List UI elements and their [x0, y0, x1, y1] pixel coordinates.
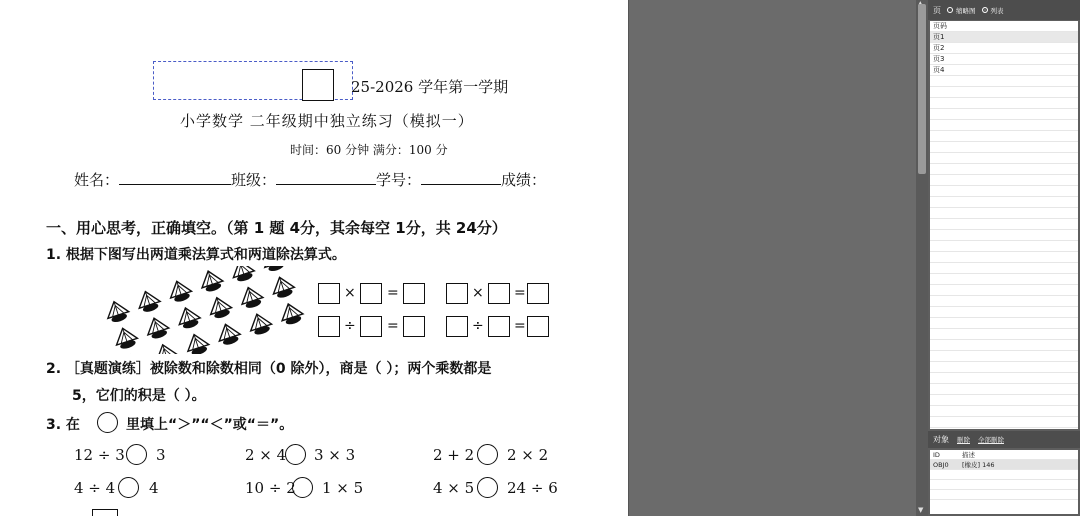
question-2-line-2: 5，它们的积是（ ）。: [72, 388, 206, 404]
answer-box[interactable]: [446, 316, 468, 337]
page-list-item[interactable]: 页3: [930, 54, 1078, 65]
divide-sign: ÷: [472, 318, 484, 334]
number-label: 学号：: [376, 171, 422, 189]
answer-box[interactable]: [488, 316, 510, 337]
empty-row: [930, 241, 1078, 252]
answer-box[interactable]: [318, 316, 340, 337]
page-list-item[interactable]: 页4: [930, 65, 1078, 76]
equals-sign: =: [514, 285, 526, 301]
pages-list: [930, 21, 1078, 429]
compare-left: 12 ÷ 3: [74, 446, 125, 464]
empty-row: [930, 76, 1078, 87]
compare-circle[interactable]: [285, 444, 306, 465]
empty-row: [930, 153, 1078, 164]
empty-row: [930, 296, 1078, 307]
empty-row: [930, 428, 1078, 429]
cut-off-answer-box[interactable]: [92, 509, 118, 516]
empty-row: [930, 340, 1078, 351]
objects-panel-title: 对象: [933, 435, 949, 444]
empty-row: [930, 175, 1078, 186]
compare-left: 4 × 5: [433, 479, 475, 497]
compare-right: 2 × 2: [507, 446, 549, 464]
empty-row: [930, 490, 1078, 500]
compare-right: 24 ÷ 6: [507, 479, 558, 497]
view-thumbnail-radio[interactable]: [947, 6, 976, 15]
eraser-handle[interactable]: [302, 69, 334, 101]
score-label: 成绩：: [501, 171, 547, 189]
empty-row: [930, 417, 1078, 428]
delete-all-objects-link[interactable]: 全部删除: [978, 436, 1004, 444]
question-3-suffix: 里填上“＞”“＜”或“＝”。: [126, 417, 294, 433]
object-id: OBJ0: [933, 461, 949, 469]
student-info-row: [74, 169, 546, 190]
compare-left: 2 + 2: [433, 446, 475, 464]
compare-right: 1 × 5: [322, 479, 364, 497]
class-label: 班级：: [231, 171, 277, 189]
objects-panel-header: [928, 431, 1080, 448]
exam-title: 25-2026 学年第一学期: [351, 78, 509, 96]
empty-row: [930, 208, 1078, 219]
empty-row: [930, 263, 1078, 274]
compare-circle[interactable]: [97, 412, 118, 433]
name-blank: [119, 171, 231, 185]
compare-left: 10 ÷ 2: [245, 479, 296, 497]
compare-circle[interactable]: [477, 477, 498, 498]
empty-row: [930, 197, 1078, 208]
view-list-radio[interactable]: [982, 6, 1004, 15]
pages-panel-header: [928, 0, 1080, 20]
equals-sign: =: [387, 318, 399, 334]
exam-time-info: 时间：60 分钟 满分：100 分: [290, 143, 448, 157]
objects-col-desc: 描述: [962, 451, 975, 459]
objects-list-header: [930, 450, 1078, 460]
number-blank: [421, 171, 501, 185]
answer-box[interactable]: [527, 283, 549, 304]
equals-sign: =: [387, 285, 399, 301]
compare-circle[interactable]: [118, 477, 139, 498]
empty-row: [930, 307, 1078, 318]
empty-row: [930, 142, 1078, 153]
answer-box[interactable]: [446, 283, 468, 304]
shuttlecock-picture: [105, 266, 305, 354]
answer-box[interactable]: [527, 316, 549, 337]
empty-row: [930, 480, 1078, 490]
empty-row: [930, 406, 1078, 417]
radio-selected-icon: [982, 7, 988, 13]
view-thumbnail-label: 缩略图: [956, 6, 976, 15]
empty-row: [930, 274, 1078, 285]
empty-row: [930, 186, 1078, 197]
empty-row: [930, 470, 1078, 480]
answer-box[interactable]: [403, 316, 425, 337]
compare-circle[interactable]: [477, 444, 498, 465]
compare-left: 2 × 4: [245, 446, 287, 464]
name-label: 姓名：: [74, 171, 120, 189]
page-list-item[interactable]: 页2: [930, 43, 1078, 54]
scrollbar-thumb[interactable]: [918, 4, 926, 174]
scroll-down-arrow-icon[interactable]: ▼: [918, 506, 924, 514]
objects-col-id: ID: [933, 451, 940, 459]
empty-row: [930, 219, 1078, 230]
times-sign: ×: [472, 285, 484, 301]
empty-row: [930, 285, 1078, 296]
empty-row: [930, 362, 1078, 373]
compare-circle[interactable]: [126, 444, 147, 465]
empty-row: [930, 164, 1078, 175]
class-blank: [276, 171, 376, 185]
answer-box[interactable]: [488, 283, 510, 304]
answer-box[interactable]: [360, 316, 382, 337]
answer-box[interactable]: [360, 283, 382, 304]
compare-right: 4: [149, 479, 159, 497]
empty-row: [930, 87, 1078, 98]
object-desc: [橡皮] 146: [962, 461, 995, 469]
section-1-heading: 一、用心思考，正确填空。（第 1 题 4分，其余每空 1分，共 24分）: [46, 219, 507, 237]
empty-row: [930, 109, 1078, 120]
empty-row: [930, 318, 1078, 329]
divide-sign: ÷: [344, 318, 356, 334]
question-3-prefix: 3. 在: [46, 417, 80, 433]
object-list-item[interactable]: [930, 460, 1078, 470]
compare-right: 3 × 3: [314, 446, 356, 464]
exam-subtitle: 小学数学 二年级期中独立练习（模拟一）: [180, 112, 474, 130]
question-1: 1. 根据下图写出两道乘法算式和两道除法算式。: [46, 247, 346, 263]
empty-row: [930, 120, 1078, 131]
compare-circle[interactable]: [292, 477, 313, 498]
delete-object-link[interactable]: 删除: [957, 436, 970, 444]
pages-panel-title: 页: [933, 5, 941, 15]
empty-row: [930, 373, 1078, 384]
empty-row: [930, 351, 1078, 362]
page-list-item[interactable]: 页1: [930, 32, 1078, 43]
answer-box[interactable]: [403, 283, 425, 304]
pages-list-header: 页码: [930, 21, 1078, 32]
equals-sign: =: [514, 318, 526, 334]
empty-row: [930, 252, 1078, 263]
answer-box[interactable]: [318, 283, 340, 304]
empty-row: [930, 98, 1078, 109]
objects-list: [930, 450, 1078, 514]
view-list-label: 列表: [990, 6, 1004, 15]
empty-row: [930, 329, 1078, 340]
compare-left: 4 ÷ 4: [74, 479, 116, 497]
radio-unselected-icon: [947, 7, 953, 13]
compare-right: 3: [156, 446, 166, 464]
empty-row: [930, 395, 1078, 406]
empty-row: [930, 131, 1078, 142]
empty-row: [930, 230, 1078, 241]
question-2-line-1: 2. ［真题演练］被除数和除数相同（0 除外），商是（ ）；两个乘数都是: [46, 361, 492, 377]
times-sign: ×: [344, 285, 356, 301]
sidebar-panel: [928, 0, 1080, 516]
empty-row: [930, 384, 1078, 395]
